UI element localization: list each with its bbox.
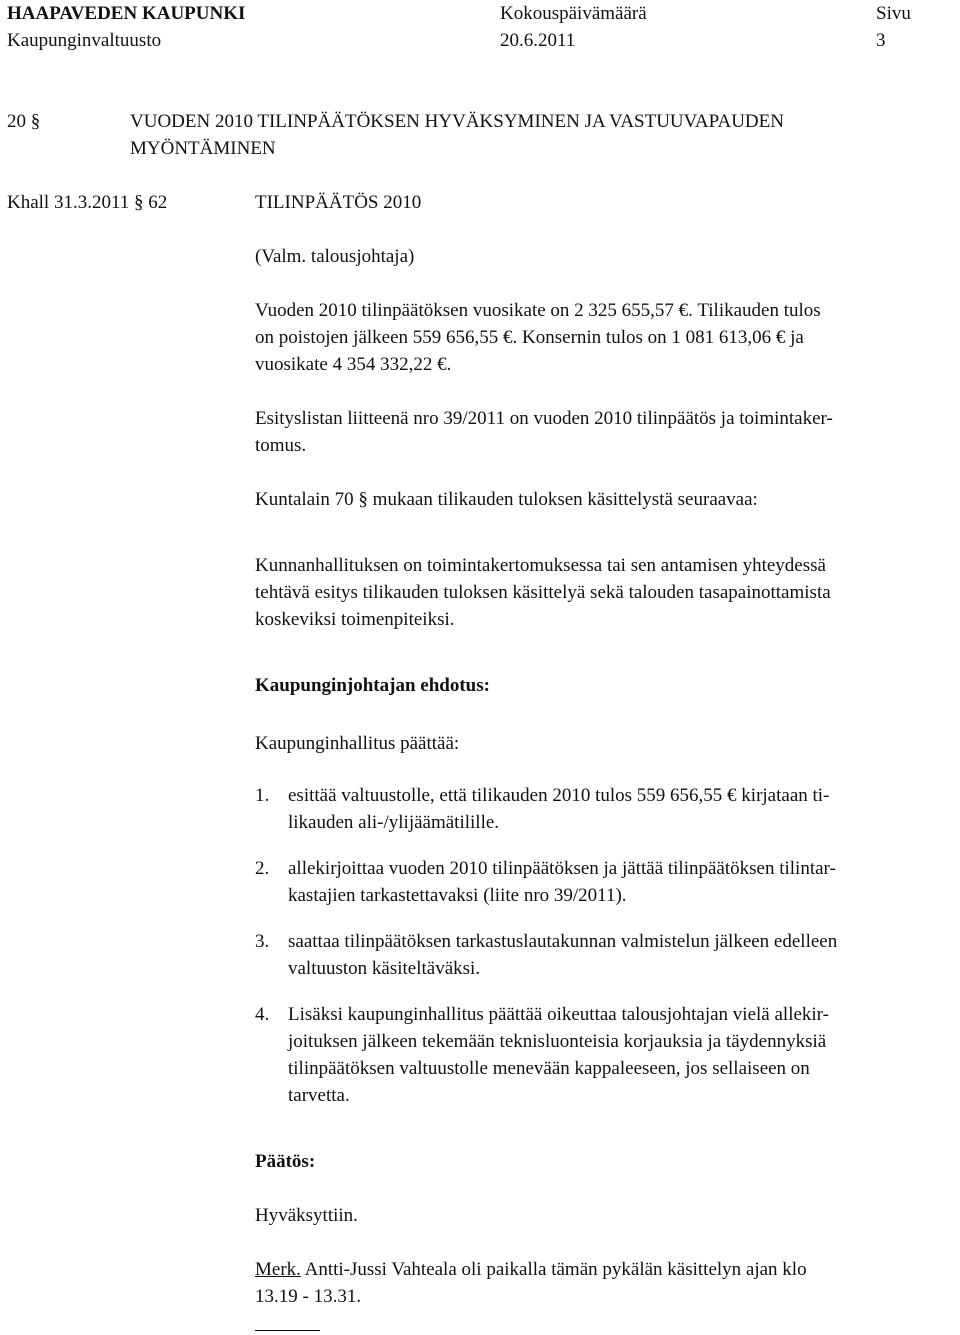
page-label: Sivu (876, 3, 911, 24)
list-item-1-line-1: esittää valtuustolle, että tilikauden 2010 tulos 559 656,55 € kirjataan ti- (288, 785, 830, 806)
paragraph-4-line-1: Kunnanhallituksen on toimintakertomuksessa tai sen antamisen yhteydessä (255, 555, 826, 576)
list-item-1-line-2: likauden ali-/ylijäämätilille. (288, 812, 500, 833)
proposal-heading: Kaupunginjohtajan ehdotus: (255, 675, 490, 696)
paragraph-4-line-3: koskeviksi toimenpiteiksi. (255, 609, 455, 630)
paragraph-1-line-3: vuosikate 4 354 332,22 €. (255, 354, 452, 375)
list-item-4-number: 4. (255, 1004, 270, 1025)
section-sign: § (30, 111, 41, 132)
decision-heading: Päätös: (255, 1151, 316, 1172)
list-item-3-line-1: saattaa tilinpäätöksen tarkastuslautakunnan valmistelun jälkeen edelleen (288, 931, 838, 952)
section-number: 20 § (7, 111, 41, 132)
list-item-4-line-2: joituksen jälkeen tekemään teknisluonteisia korjauksia ja täydennyksiä (288, 1031, 827, 1052)
paragraph-2-line-1: Esityslistan liitteenä nro 39/2011 on vuoden 2010 tilinpäätös ja toimintaker- (255, 408, 833, 429)
paragraph-4-line-2: tehtävä esitys tilikauden tuloksen käsittelyä sekä talouden tasapainottamista (255, 582, 831, 603)
list-item-2-number: 2. (255, 858, 270, 879)
list-item-4-line-4: tarvetta. (288, 1085, 350, 1106)
council-name: Kaupunginvaltuusto (7, 30, 162, 51)
organization-name: HAAPAVEDEN KAUPUNKI (7, 3, 246, 24)
note-text: Antti-Jussi Vahteala oli paikalla tämän pykälän käsittelyn ajan klo (304, 1259, 807, 1280)
list-item-2-line-1: allekirjoittaa vuoden 2010 tilinpäätöksen ja jättää tilinpäätöksen tilintar- (288, 858, 836, 879)
decision-text: Hyväksyttiin. (255, 1205, 358, 1226)
meeting-date-label: Kokouspäivämäärä (500, 3, 647, 24)
note-label: Merk. (255, 1259, 301, 1280)
paragraph-3: Kuntalain 70 § mukaan tilikauden tuloksen käsittelystä seuraavaa: (255, 489, 758, 510)
reference-sign: § (134, 192, 144, 213)
section-title-line-2: MYÖNTÄMINEN (130, 138, 276, 159)
list-item-4-line-3: tilinpäätöksen valtuustolle menevään kappaleeseen, jos sellaiseen on (288, 1058, 810, 1079)
section-title-line-1: VUODEN 2010 TILINPÄÄTÖKSEN HYVÄKSYMINEN JA VASTUUVAPAUDEN (130, 111, 784, 132)
end-rule (255, 1330, 320, 1331)
note-line-1 (255, 1256, 807, 1283)
list-item-1-number: 1. (255, 785, 270, 806)
proposal-intro: Kaupunginhallitus päättää: (255, 733, 460, 754)
note-line-2: 13.19 - 13.31. (255, 1286, 362, 1307)
list-item-3-number: 3. (255, 931, 270, 952)
meeting-date: 20.6.2011 (500, 30, 576, 51)
reference-line: Khall 31.3.2011 § 62 (7, 192, 168, 213)
list-item-2-line-2: kastajien tarkastettavaksi (liite nro 39/2011). (288, 885, 627, 906)
paragraph-1-line-2: on poistojen jälkeen 559 656,55 €. Konsernin tulos on 1 081 613,06 € ja (255, 327, 804, 348)
list-item-4-line-1: Lisäksi kaupunginhallitus päättää oikeuttaa talousjohtajan vielä allekir- (288, 1004, 829, 1025)
preparer: (Valm. talousjohtaja) (255, 246, 415, 267)
paragraph-2-line-2: tomus. (255, 435, 307, 456)
paragraph-1-line-1: Vuoden 2010 tilinpäätöksen vuosikate on 2 325 655,57 €. Tilikauden tulos (255, 300, 821, 321)
page-number: 3 (876, 30, 886, 51)
list-item-3-line-2: valtuuston käsiteltäväksi. (288, 958, 481, 979)
reference-title: TILINPÄÄTÖS 2010 (255, 192, 422, 213)
